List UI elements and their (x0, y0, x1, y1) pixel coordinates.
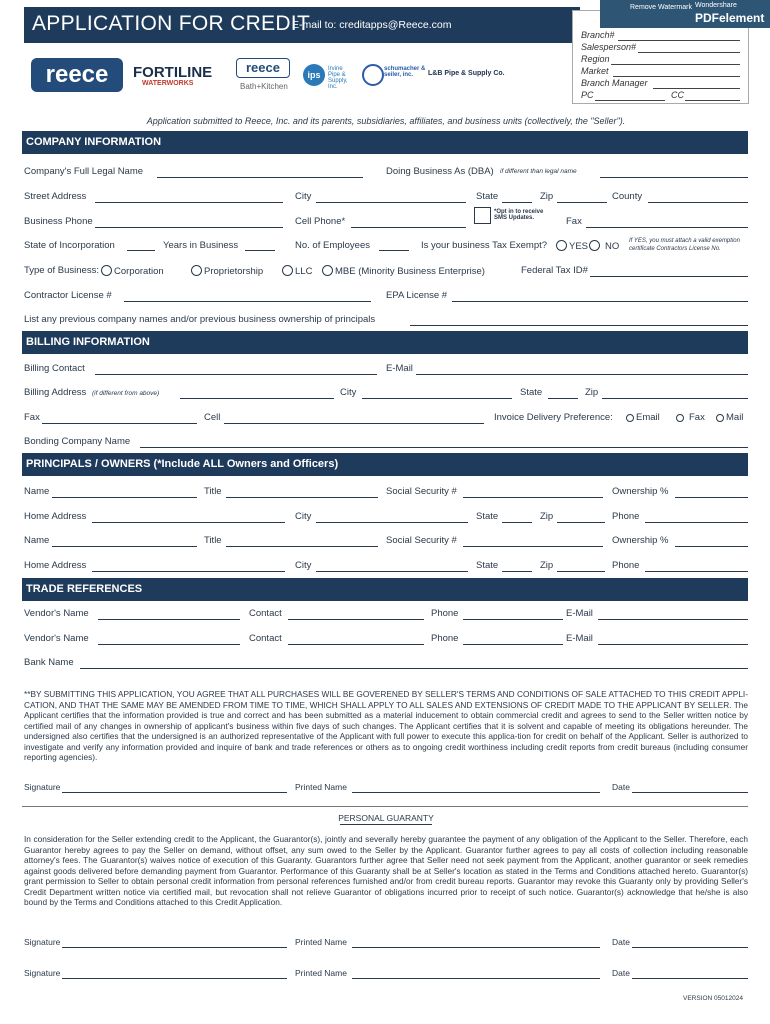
vendor1-contact-field[interactable] (288, 619, 424, 620)
zip-field[interactable] (557, 202, 607, 203)
date3-label: Date (612, 968, 630, 978)
employees-field[interactable] (379, 250, 409, 251)
bank-label: Bank Name (24, 657, 74, 668)
epa-field[interactable] (452, 301, 748, 302)
principal2-title-label: Title (204, 535, 222, 546)
county-field[interactable] (648, 202, 748, 203)
no-radio-icon[interactable] (589, 240, 600, 251)
section-principals: PRINCIPALS / OWNERS (*Include ALL Owners and Officers) (22, 453, 748, 476)
cc-label: CC (671, 90, 684, 100)
billing-contact-field[interactable] (95, 374, 377, 375)
signature1-label: Signature (24, 782, 61, 792)
form-header (24, 7, 580, 43)
salesperson-label: Salesperson# (581, 42, 637, 52)
legal-name-field[interactable] (157, 177, 363, 178)
sms-opt-in-checkbox[interactable] (474, 207, 491, 224)
previous-field[interactable] (410, 325, 748, 326)
principal2-ssn-label: Social Security # (386, 535, 457, 546)
bonding-label: Bonding Company Name (24, 436, 131, 447)
vendor2-label: Vendor's Name (24, 633, 89, 644)
state-inc-field[interactable] (127, 250, 155, 251)
legal-name-label: Company's Full Legal Name (24, 166, 144, 177)
years-label: Years in Business (163, 240, 239, 251)
signature1-field[interactable] (62, 792, 287, 793)
principal1-home-field[interactable] (92, 522, 285, 523)
billing-city-label: City (340, 387, 357, 398)
signature2-label: Signature (24, 937, 61, 947)
signature3-label: Signature (24, 968, 61, 978)
principal1-phone-field[interactable] (645, 522, 748, 523)
tax-exempt-label: Is your business Tax Exempt? (421, 240, 548, 251)
billing-zip-label: Zip (585, 387, 599, 398)
state-inc-label: State of Incorporation (24, 240, 115, 251)
printed3-field[interactable] (352, 978, 600, 979)
reece-logo: reece (31, 58, 123, 92)
principal2-title-field[interactable] (226, 546, 378, 547)
street-field[interactable] (95, 202, 283, 203)
exempt-note: If YES, you must attach a valid exemption certificate Contractors License No. (629, 238, 740, 252)
principal1-phone-label: Phone (612, 511, 640, 522)
llc-radio-icon[interactable] (282, 265, 293, 276)
date3-field[interactable] (632, 978, 748, 979)
billing-cell-label: Cell (204, 412, 221, 423)
fortiline-logo: FORTILINE (133, 64, 213, 81)
years-field[interactable] (245, 250, 275, 251)
principal2-zip-field[interactable] (557, 571, 605, 572)
billing-city-field[interactable] (362, 398, 512, 399)
mbe-label: MBE (Minority Business Enterprise) (335, 266, 485, 277)
market-label: Market (581, 66, 609, 76)
vendor2-phone-field[interactable] (463, 644, 563, 645)
section-company: COMPANY INFORMATION (22, 131, 748, 154)
billing-address-field[interactable] (180, 398, 334, 399)
vendor1-field[interactable] (98, 619, 240, 620)
principal1-city-label: City (295, 511, 312, 522)
principal2-state-label: State (476, 560, 499, 571)
employees-label: No. of Employees (295, 240, 370, 251)
street-label: Street Address (24, 191, 87, 202)
vendor1-contact-label: Contact (249, 608, 282, 619)
billing-state-field[interactable] (548, 398, 578, 399)
reece-bath-sub: Bath+Kitchen (240, 82, 288, 91)
vendor1-phone-label: Phone (431, 608, 459, 619)
region-label: Region (581, 54, 610, 64)
type-mbe[interactable] (322, 265, 485, 277)
zip-label: Zip (540, 191, 554, 202)
principal2-city-field[interactable] (316, 571, 468, 572)
region-field[interactable] (611, 64, 740, 65)
pc-label: PC (581, 90, 594, 100)
principal1-ownership-label: Ownership % (612, 486, 669, 497)
principal2-ssn-field[interactable] (463, 546, 603, 547)
guaranty-title: PERSONAL GUARANTY (338, 813, 434, 823)
cell-phone-field[interactable] (351, 227, 466, 228)
epa-label: EPA License # (386, 290, 448, 301)
email-option-label: Email (636, 412, 660, 423)
section-trade: TRADE REFERENCES (22, 578, 748, 601)
state-label: State (476, 191, 499, 202)
branch-field[interactable] (618, 40, 740, 41)
principal1-title-field[interactable] (226, 497, 378, 498)
invoice-fax-option[interactable] (676, 412, 705, 423)
market-field[interactable] (613, 76, 740, 77)
submitted-to: Application submitted to Reece, Inc. and its parents, subsidiaries, affiliates, and business units (collectively, the "Seller"). (146, 116, 626, 126)
email-radio-icon[interactable] (626, 414, 634, 422)
section-billing: BILLING INFORMATION (22, 331, 748, 354)
principal1-name-field[interactable] (52, 497, 197, 498)
vendor2-email-label: E-Mail (566, 633, 593, 644)
printed1-label: Printed Name (295, 782, 347, 792)
vendor2-phone-label: Phone (431, 633, 459, 644)
signature3-field[interactable] (62, 978, 287, 979)
printed1-field[interactable] (352, 792, 600, 793)
no-label: NO (605, 241, 620, 252)
vendor1-label: Vendor's Name (24, 608, 89, 619)
signature2-field[interactable] (62, 947, 287, 948)
watermark-brand-top: Wondershare (695, 2, 737, 9)
mbe-radio-icon[interactable] (322, 265, 333, 276)
principal1-city-field[interactable] (316, 522, 468, 523)
date1-label: Date (612, 782, 630, 792)
billing-email-field[interactable] (416, 374, 748, 375)
contractor-field[interactable] (124, 301, 371, 302)
invoice-pref-label: Invoice Delivery Preference: (494, 412, 613, 423)
printed2-field[interactable] (352, 947, 600, 948)
principal2-home-label: Home Address (24, 560, 87, 571)
city-field[interactable] (316, 202, 466, 203)
dba-label: Doing Business As (DBA) (386, 166, 494, 177)
principal2-state-field[interactable] (502, 571, 532, 572)
remove-watermark-label[interactable]: Remove Watermark (630, 4, 692, 11)
county-label: County (612, 191, 643, 202)
fax-field[interactable] (586, 227, 748, 228)
contractor-label: Contractor License # (24, 290, 112, 301)
billing-contact-label: Billing Contact (24, 363, 85, 374)
billing-state-label: State (520, 387, 543, 398)
invoice-mail-option[interactable] (716, 412, 743, 423)
printed3-label: Printed Name (295, 968, 347, 978)
vendor2-field[interactable] (98, 644, 240, 645)
principal2-name-field[interactable] (52, 546, 197, 547)
previous-label: List any previous company names and/or previous business ownership of principals (24, 314, 376, 325)
billing-address-label: Billing Address (24, 387, 87, 398)
vendor2-contact-field[interactable] (288, 644, 424, 645)
cell-phone-label: Cell Phone* (295, 216, 346, 227)
principal1-ssn-field[interactable] (463, 497, 603, 498)
type-llc[interactable] (282, 265, 312, 277)
llc-label: LLC (295, 266, 313, 277)
yes-radio-icon[interactable] (556, 240, 567, 251)
date1-field[interactable] (632, 792, 748, 793)
date2-field[interactable] (632, 947, 748, 948)
ips-logo: ips (303, 64, 325, 86)
vendor2-email-field[interactable] (598, 644, 748, 645)
branch-manager-label: Branch Manager (581, 78, 648, 88)
principal1-state-label: State (476, 511, 499, 522)
fortiline-sub: WATERWORKS (142, 80, 194, 87)
fax-radio-icon[interactable] (676, 414, 684, 422)
mail-radio-icon[interactable] (716, 414, 724, 422)
submit-email: E-mail to: creditapps@Reece.com (292, 19, 452, 31)
tax-exempt-no[interactable] (589, 240, 619, 252)
principal1-home-label: Home Address (24, 511, 87, 522)
billing-cell-field[interactable] (224, 423, 484, 424)
billing-fax-field[interactable] (42, 423, 197, 424)
date2-label: Date (612, 937, 630, 947)
billing-address-note: (if different from above) (92, 390, 160, 397)
principal2-city-label: City (295, 560, 312, 571)
terms-text: **BY SUBMITTING THIS APPLICATION, YOU AGREE THAT ALL PURCHASES WILL BE GOVERENED BY SELLER'S TERMS AND CONDITIONS OF SALE ATTACHED TO THIS CREDIT APPLI-CATION, AND THAT THE SAME MAY BE AMENDED FROM TIME TO TIME, WHICH SHALL APPLY TO ALL SALES AND EXTENSIONS OF CREDIT MADE TO THE APPLICANT BY SELLER. The Applicant certifies that the information provided is true and correct and has been submitted as a material inducement to obtain commercial credit and agrees to send to the Seller written notice by certified mail of any changes in ownership of applicant's business within five days of such changes. The Applicant certifies that it is solvent and capable of meeting its obligations hereunder. The undersigned also certifies that the undersigned is an authorized representative of the Applicant with full power to execute this applica-tion for credit on behalf of the Applicant. Seller is authorized to investigate and verify any information provided and inquire of bank and trade references or others as to ongoing credit worthiness including credit reports from credit bureaus (including consumer reporting agencies). (24, 689, 748, 762)
tax-exempt-yes[interactable] (556, 240, 588, 252)
state-field[interactable] (502, 202, 532, 203)
principal2-zip-label: Zip (540, 560, 554, 571)
guaranty-text: In consideration for the Seller extending credit to the Applicant, the Guarantor(s), jointly and severally hereby guarantee the payment of any obligation of the Applicant to the Seller. Therefore, each Guarantor hereby agrees to pay the Seller on demand, without offset, any sum owed to the Seller by the Applicant. Guarantor further agrees to pay all costs of collection including reasonable attorney's fees. The Guarantor(s) waives notice of execution of this Guaranty. Guarantors further agree that Seller need not seek payment from the Applicant, another guarantor or seek remedies against goods delivered before demanding payment from Guarantor. Performance of this Guaranty shall be at Seller's location as stated in the Terms and Conditions attached hereto. Guarantor(s) grant permission to Seller to obtain personal credit information from personal references furnished and/or from credit bureau reports. Guarantor may revoke this Guaranty only by providing Seller's Credit Department written notice via certified mail, but revocation shall not relieve Guarantor of obligations incurred prior to receipt of such notice. Guarantor(s) acknowledge that he/she is also bound by the Terms and Conditions attached to this Credit Application. (24, 834, 748, 907)
vendor2-contact-label: Contact (249, 633, 282, 644)
principal1-zip-label: Zip (540, 511, 554, 522)
business-phone-label: Business Phone (24, 216, 93, 227)
schumacher-logo: schumacher & seiler, inc. (384, 66, 426, 78)
watermark-banner[interactable] (600, 0, 770, 28)
principal2-home-field[interactable] (92, 571, 285, 572)
type-label: Type of Business: (24, 265, 99, 276)
proprietorship-radio-icon[interactable] (191, 265, 202, 276)
schumacher-mark-icon (362, 64, 384, 86)
dba-note: if different than legal name (500, 168, 577, 175)
version-label: VERSION 05012024 (683, 995, 743, 1002)
bank-field[interactable] (80, 668, 748, 669)
fed-tax-field[interactable] (590, 276, 748, 277)
guaranty-title-underline (340, 824, 432, 825)
principal2-ownership-label: Ownership % (612, 535, 669, 546)
pc-field[interactable] (595, 100, 665, 101)
billing-fax-label: Fax (24, 412, 40, 423)
branch-label: Branch# (581, 30, 615, 40)
salesperson-field[interactable] (638, 52, 740, 53)
fax-option-label: Fax (689, 412, 705, 423)
bonding-field[interactable] (140, 447, 748, 448)
corporation-radio-icon[interactable] (101, 265, 112, 276)
watermark-brand: PDFelement (695, 11, 765, 25)
principal2-ownership-field[interactable] (675, 546, 748, 547)
billing-email-label: E-Mail (386, 363, 413, 374)
invoice-email-option[interactable] (626, 412, 660, 423)
vendor1-phone-field[interactable] (463, 619, 563, 620)
principal1-state-field[interactable] (502, 522, 532, 523)
principal1-name-label: Name (24, 486, 50, 497)
business-phone-field[interactable] (95, 227, 283, 228)
branch-manager-field[interactable] (653, 88, 740, 89)
principal2-phone-field[interactable] (645, 571, 748, 572)
principal1-zip-field[interactable] (557, 522, 605, 523)
sms-opt-in-label: *Opt in to receive SMS Updates. (494, 209, 544, 221)
fax-label: Fax (566, 216, 582, 227)
printed2-label: Printed Name (295, 937, 347, 947)
lb-logo: L&B Pipe & Supply Co. (428, 70, 505, 77)
principal1-title-label: Title (204, 486, 222, 497)
type-proprietorship[interactable] (191, 265, 263, 277)
divider (22, 806, 748, 807)
city-label: City (295, 191, 312, 202)
vendor1-email-field[interactable] (598, 619, 748, 620)
mail-option-label: Mail (726, 412, 744, 423)
form-title: APPLICATION FOR CREDIT (32, 12, 311, 35)
principal1-ssn-label: Social Security # (386, 486, 457, 497)
principal2-name-label: Name (24, 535, 50, 546)
principal2-phone-label: Phone (612, 560, 640, 571)
cc-field[interactable] (685, 100, 740, 101)
yes-label: YES (569, 241, 589, 252)
vendor1-email-label: E-Mail (566, 608, 593, 619)
type-corporation[interactable] (101, 265, 164, 277)
billing-zip-field[interactable] (602, 398, 748, 399)
corporation-label: Corporation (114, 266, 164, 277)
ips-sub: Irvine Pipe & Supply, Inc. (328, 66, 348, 90)
dba-field[interactable] (600, 177, 748, 178)
reece-bath-logo: reece (236, 58, 290, 78)
proprietorship-label: Proprietorship (204, 266, 264, 277)
principal1-ownership-field[interactable] (675, 497, 748, 498)
fed-tax-label: Federal Tax ID# (521, 265, 588, 276)
